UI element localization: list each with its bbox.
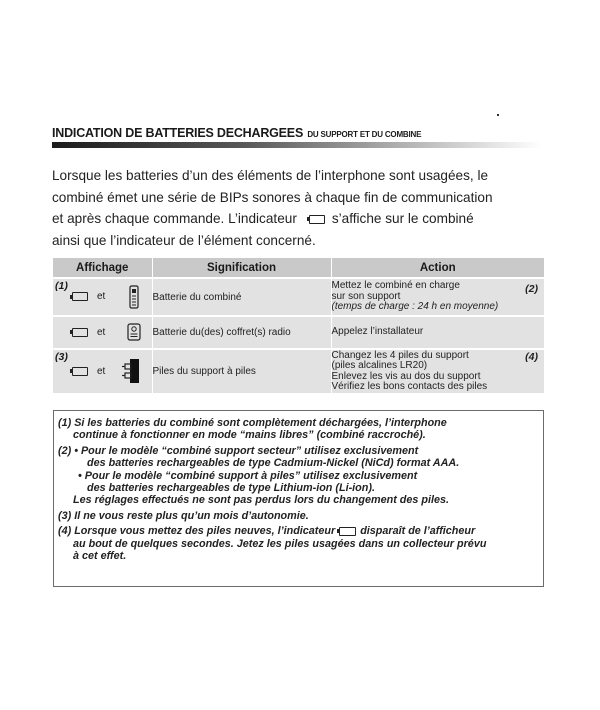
note-line: continue à fonctionner en mode “mains libres” (combiné raccroché). [73, 429, 426, 442]
note-line: (2) • Pour le modèle “combiné support secteur” utilisez exclusivement [58, 444, 419, 457]
battery-support-icon [121, 358, 143, 384]
stray-dot [497, 114, 499, 116]
low-battery-icon [339, 527, 356, 536]
header-action: Action [331, 258, 544, 278]
intro-line: Lorsque les batteries d’un des éléments de l’interphone sont usagées, le [52, 168, 489, 183]
action-line: (piles alcalines LR20) [331, 360, 428, 371]
et-label: et [97, 326, 106, 338]
note-line [58, 525, 543, 537]
table-header-row [53, 258, 544, 278]
handset-icon [128, 285, 140, 309]
table-row [53, 349, 544, 393]
signification-cell: Batterie du combiné [152, 278, 331, 316]
affichage-cell [53, 349, 152, 393]
note-line: à cet effet. [73, 550, 127, 563]
heading-gradient-rule [52, 142, 542, 148]
note-3 [58, 510, 543, 522]
section-heading [52, 124, 421, 142]
note-1 [58, 417, 543, 442]
note-line: (1) Si les batteries du combiné sont complètement déchargées, l’interphone [58, 417, 447, 429]
intro-paragraph [52, 165, 544, 251]
battery-table [53, 258, 544, 393]
intro-text: s’affiche sur le combiné [331, 211, 474, 226]
low-battery-icon [72, 292, 88, 301]
note-line: au bout de quelques secondes. Jetez les piles usagées dans un collecteur prévu [73, 537, 487, 550]
note-2 [58, 445, 543, 507]
table-row [53, 316, 544, 349]
low-battery-icon [72, 367, 88, 376]
action-line: sur son support [331, 290, 401, 302]
row-number: (1) [55, 280, 68, 292]
note-line: • Pour le modèle “combiné support à piles” utilisez exclusivement [78, 469, 418, 482]
intro-line: combiné émet une série de BIPs sonores à chaque fin de communication [52, 189, 493, 205]
row-number: (3) [55, 351, 68, 363]
et-label: et [97, 365, 106, 377]
header-affichage: Affichage [53, 258, 152, 278]
action-cell [331, 316, 544, 349]
note-reference: (4) [525, 351, 538, 363]
note-reference: (2) [525, 283, 538, 295]
intro-line: ainsi que l’indicateur de l’élément concerné. [52, 232, 316, 248]
note-text: disparaît de l’afficheur [360, 525, 476, 538]
note-line: Les réglages effectués ne sont pas perdus lors du changement des piles. [73, 494, 450, 507]
et-label: et [97, 291, 106, 302]
action-line: (temps de charge : 24 h en moyenne) [331, 301, 499, 313]
action-line: Vérifiez les bons contacts des piles [331, 381, 488, 392]
table-row [53, 278, 544, 316]
header-signification: Signification [152, 258, 331, 278]
action-line: Enlevez les vis au dos du support [331, 370, 481, 382]
intro-text: et après chaque commande. L’indicateur [52, 211, 297, 226]
action-line: Changez les 4 piles du support [331, 349, 469, 361]
notes-box [53, 410, 544, 587]
note-text: (4) Lorsque vous mettez des piles neuves, l’indicateur [58, 525, 336, 538]
heading-main: INDICATION DE BATTERIES DECHARGEES [52, 126, 304, 140]
signification-cell: Piles du support à piles [152, 349, 331, 393]
low-battery-icon [309, 215, 325, 224]
action-cell [331, 349, 544, 393]
note-4 [58, 525, 543, 562]
affichage-cell [53, 316, 152, 349]
note-line: (3) Il ne vous reste plus qu’un mois d’autonomie. [58, 509, 309, 522]
signification-cell: Batterie du(des) coffret(s) radio [152, 316, 331, 349]
radio-box-icon [127, 323, 141, 341]
low-battery-icon [72, 328, 88, 337]
intro-line [52, 208, 544, 230]
affichage-cell [53, 278, 152, 316]
heading-sub: DU SUPPORT ET DU COMBINE [307, 130, 422, 139]
note-line: des batteries rechargeables de type Lithium-ion (Li-ion). [87, 482, 375, 495]
note-line: des batteries rechargeables de type Cadmium-Nickel (NiCd) format AAA. [87, 457, 460, 470]
action-line: Mettez le combiné en charge [331, 280, 460, 292]
action-line: Appelez l’installateur [331, 326, 424, 338]
action-cell [331, 278, 544, 316]
